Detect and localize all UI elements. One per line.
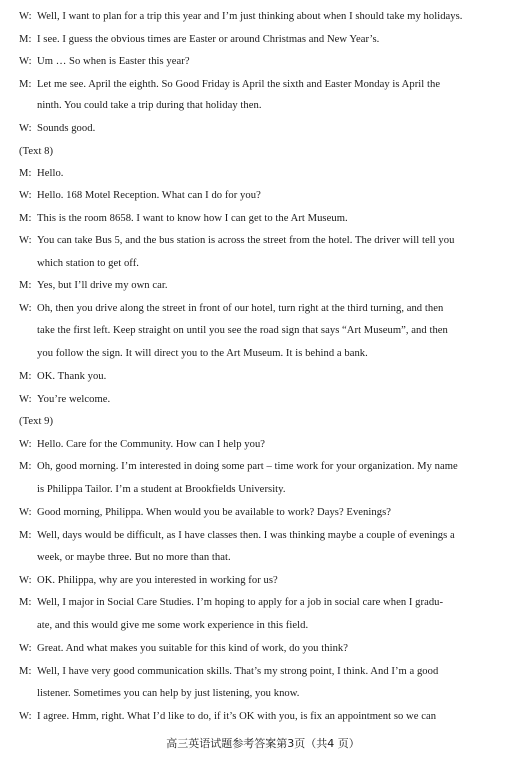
transcript-line [19,529,455,543]
line-text: You can take Bus 5, and the bus station is across the street from the hotel. The driver will tell you [37,235,455,246]
transcript-line [37,619,308,633]
transcript-line [37,687,299,701]
speaker-label: W: [19,190,32,201]
speaker-label: W: [19,303,32,314]
speaker-label: W: [19,575,32,586]
transcript-line [37,99,262,113]
line-text: Yes, but I’ll drive my own car. [37,280,168,291]
transcript-line [37,483,286,497]
transcript-line [19,212,348,226]
line-text: Well, I want to plan for a trip this year and I’m just thinking about when I should take my holidays. [37,11,463,22]
line-text: I agree. Hmm, right. What I’d like to do, if it’s OK with you, is fix an appointment so we can [37,711,437,722]
transcript-line [19,665,438,679]
transcript-line [19,55,190,69]
transcript-line [19,189,261,203]
transcript-line [19,506,391,520]
transcript-line [37,347,368,361]
transcript-line [37,324,448,338]
speaker-label: M: [19,34,32,45]
speaker-label: W: [19,235,32,246]
line-text: Let me see. April the eighth. So Good Friday is April the sixth and Easter Monday is April the [37,79,441,90]
line-text: you follow the sign. It will direct you to the Art Museum. It is behind a bank. [37,348,368,359]
line-text: Great. And what makes you suitable for this kind of work, do you think? [37,643,349,654]
speaker-label: W: [19,711,32,722]
line-text: Well, I have very good communication skills. That’s my strong point, I think. And I’m a good [37,666,439,677]
transcript-line [19,596,443,610]
transcript-line [19,302,443,316]
line-text: which station to get off. [37,258,139,269]
line-text: Um … So when is Easter this year? [37,56,190,67]
speaker-label: W: [19,394,32,405]
line-text: ninth. You could take a trip during that holiday then. [37,100,262,111]
line-text: listener. Sometimes you can help by just listening, you know. [37,688,300,699]
page-footer: 高三英语试题参考答案第3页（共4 页） [166,737,360,750]
speaker-label: W: [19,643,32,654]
transcript-line [19,642,348,656]
transcript-line [19,167,63,181]
speaker-label: M: [19,280,32,291]
speaker-label: M: [19,597,32,608]
transcript-line [19,438,265,452]
line-text: You’re welcome. [37,394,111,405]
line-text: OK. Philippa, why are you interested in working for us? [37,575,278,586]
line-text: Well, days would be difficult, as I have classes then. I was thinking maybe a couple of evenings a [37,530,455,541]
transcript-line [19,574,278,588]
speaker-label: M: [19,371,32,382]
line-text: Oh, good morning. I’m interested in doing some part – time work for your organization. My name [37,461,458,472]
transcript-line [19,415,53,429]
speaker-label: M: [19,666,32,677]
speaker-label: W: [19,56,32,67]
speaker-label: W: [19,123,32,134]
line-text: Good morning, Philippa. When would you be available to work? Days? Evenings? [37,507,392,518]
line-text: is Philippa Tailor. I’m a student at Brookfields University. [37,484,286,495]
line-text: Oh, then you drive along the street in front of our hotel, turn right at the third turning, and then [37,303,444,314]
transcript-line [19,33,379,47]
transcript-line [37,551,231,565]
speaker-label: M: [19,213,32,224]
transcript-line [19,370,106,384]
transcript-line [19,10,463,24]
line-text: This is the room 8658. I want to know how I can get to the Art Museum. [37,213,348,224]
transcript-line [19,122,95,136]
speaker-label: M: [19,530,32,541]
section-heading: (Text 9) [19,416,54,427]
line-text: Hello. 168 Motel Reception. What can I do for you? [37,190,261,201]
speaker-label: W: [19,11,32,22]
speaker-label: W: [19,507,32,518]
line-text: Hello. Care for the Community. How can I help you? [37,439,266,450]
transcript-line [19,460,458,474]
line-text: ate, and this would give me some work experience in this field. [37,620,309,631]
transcript-line [19,279,168,293]
transcript-line [19,78,440,92]
transcript-line [19,234,454,248]
speaker-label: M: [19,168,32,179]
line-text: Hello. [37,168,64,179]
speaker-label: M: [19,79,32,90]
section-heading: (Text 8) [19,146,54,157]
speaker-label: W: [19,439,32,450]
line-text: I see. I guess the obvious times are Easter or around Christmas and New Year’s. [37,34,380,45]
transcript-line [37,257,139,271]
line-text: take the first left. Keep straight on until you see the road sign that says “Art Museum”, and then [37,325,448,336]
transcript-line [19,393,110,407]
transcript-line [19,710,436,724]
line-text: Well, I major in Social Care Studies. I’m hoping to apply for a job in social care when I gradu- [37,597,444,608]
speaker-label: M: [19,461,32,472]
line-text: OK. Thank you. [37,371,107,382]
line-text: Sounds good. [37,123,96,134]
line-text: week, or maybe three. But no more than that. [37,552,231,563]
transcript-line [19,145,53,159]
